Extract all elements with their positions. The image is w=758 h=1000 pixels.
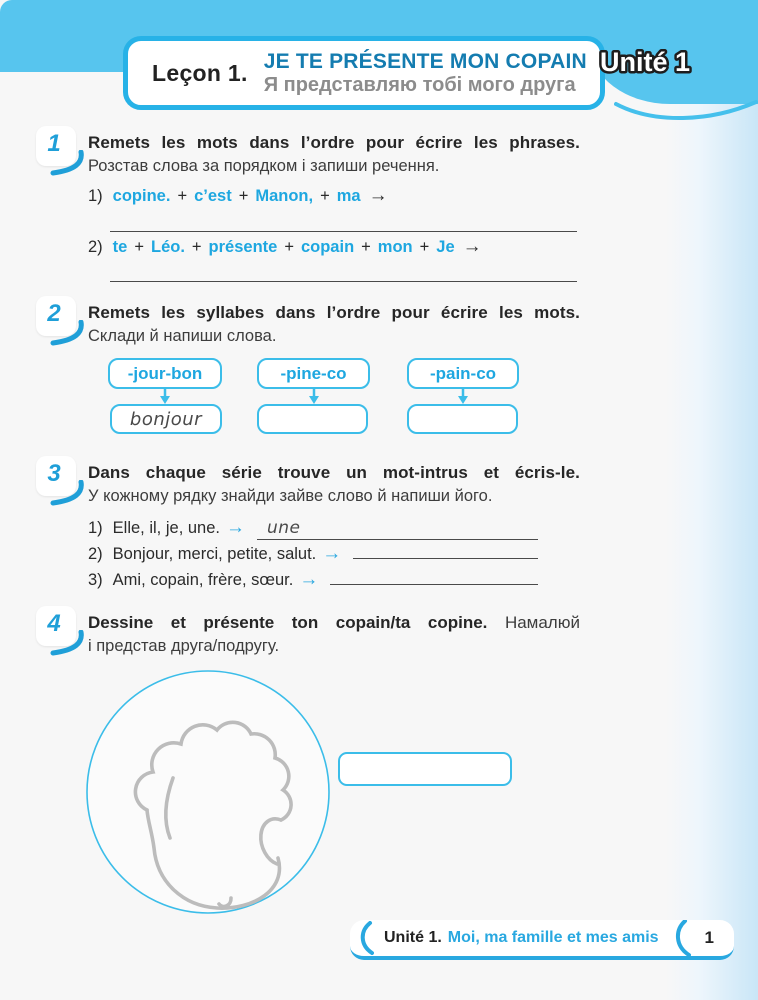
ex1-answer-line-2[interactable]	[110, 281, 577, 282]
down-arrow-icon	[159, 389, 171, 404]
ex1-item-2-words: te + Léo. + présente + copain + mon + Je	[112, 238, 455, 256]
ex1-item-1	[88, 185, 388, 207]
exercise-3-number: 3	[47, 460, 61, 487]
ex3-item-3	[88, 569, 538, 591]
ex3-item-1-number: 1)	[88, 519, 103, 537]
ex1-item-1-words: copine. + c’est + Manon, + ma	[112, 187, 361, 205]
ex2-instruction-fr: Remets les syllabes dans l’ordre pour écrire les mots.	[88, 303, 580, 322]
lesson-title-box	[123, 36, 605, 110]
ex1-instruction-fr: Remets les mots dans l’ordre pour écrire les phrases.	[88, 133, 580, 152]
ex3-item-1	[88, 517, 538, 540]
exercise-2-number: 2	[47, 300, 61, 327]
page-number: 1	[704, 928, 715, 947]
ex1-answer-line-1[interactable]	[110, 231, 577, 232]
right-arrow-icon: →	[225, 517, 245, 538]
footer-left-bracket-icon	[356, 921, 374, 955]
ex3-item-1-text: Elle, il, je, une.	[112, 519, 220, 537]
drawing-circle[interactable]	[85, 668, 331, 917]
ex3-instruction-uk: У кожному рядку знайди зайве слово й напиши його.	[88, 487, 493, 505]
down-arrow-icon	[308, 389, 320, 404]
right-arrow-icon: →	[462, 236, 482, 257]
ex3-item-2-text: Bonjour, merci, petite, salut.	[112, 545, 317, 563]
ex4-instruction-fr: Dessine et présente ton copain/ta copine.	[88, 613, 488, 632]
exercise-2-badge	[36, 296, 76, 336]
badge-swoosh-icon	[49, 480, 85, 506]
exercise-4-badge	[36, 606, 76, 646]
exercise-1-badge	[36, 126, 76, 166]
lesson-number: Leçon 1.	[152, 59, 248, 86]
footer-tab	[350, 920, 734, 960]
lesson-title-french: JE TE PRÉSENTE MON COPAIN	[263, 50, 587, 74]
page-right-gradient	[666, 0, 758, 1000]
ex3-item-3-number: 3)	[88, 571, 103, 589]
right-arrow-icon: →	[322, 543, 342, 564]
ex1-item-2	[88, 236, 482, 258]
right-arrow-icon: →	[299, 569, 319, 590]
syllable-box-3	[407, 358, 519, 389]
exercise-4-number: 4	[47, 610, 61, 637]
syllable-text-1: -jour-bon	[127, 363, 203, 383]
header-swoosh-tail-icon	[614, 98, 758, 128]
ex3-item-2	[88, 543, 538, 565]
right-arrow-icon: →	[368, 185, 388, 206]
ex2-instruction-uk: Склади й напиши слова.	[88, 327, 277, 345]
handwritten-answer: bonjour	[129, 408, 203, 430]
ex3-answer-line-2[interactable]	[353, 557, 538, 559]
badge-swoosh-icon	[49, 320, 85, 346]
syllable-box-1	[108, 358, 222, 389]
lesson-title-ukrainian: Я представляю тобі мого друга	[263, 73, 576, 96]
syllable-answer-box-2[interactable]	[257, 404, 368, 434]
syllable-text-3: -pain-co	[429, 363, 497, 383]
syllable-text-2: -pine-co	[280, 363, 347, 383]
footer-unite-label: Unité 1.	[384, 929, 442, 946]
exercise-3-badge	[36, 456, 76, 496]
ex4-instruction-uk-inline: Намалюй	[504, 613, 580, 632]
ex3-item-2-number: 2)	[88, 545, 103, 563]
unite-badge	[592, 40, 722, 84]
ex1-item-2-number: 2)	[88, 238, 103, 256]
ex3-instruction-fr: Dans chaque série trouve un mot-intrus et écris-le.	[88, 463, 580, 482]
badge-swoosh-icon	[49, 150, 85, 176]
ex3-answer-line-1[interactable]	[257, 518, 538, 540]
down-arrow-icon	[457, 389, 469, 404]
ex1-item-1-number: 1)	[88, 187, 103, 205]
footer-unit-title: Moi, ma famille et mes amis	[447, 929, 659, 946]
badge-swoosh-icon	[49, 630, 85, 656]
syllable-answer-box-1[interactable]	[110, 404, 222, 434]
ex3-answer-line-3[interactable]	[330, 583, 538, 585]
ex3-item-3-text: Ami, copain, frère, sœur.	[112, 571, 294, 589]
ex4-instruction-uk-line2: і представ друга/подругу.	[88, 637, 280, 655]
footer-divider-icon	[671, 920, 691, 956]
handwritten-answer: une	[266, 518, 301, 538]
syllable-answer-box-3[interactable]	[407, 404, 518, 434]
exercise-1-number: 1	[47, 130, 61, 157]
name-answer-box[interactable]	[338, 752, 512, 786]
ex1-instruction-uk: Розстав слова за порядком і запиши речення.	[88, 157, 440, 175]
unite-badge-text: Unité 1	[600, 47, 691, 77]
syllable-box-2	[257, 358, 370, 389]
